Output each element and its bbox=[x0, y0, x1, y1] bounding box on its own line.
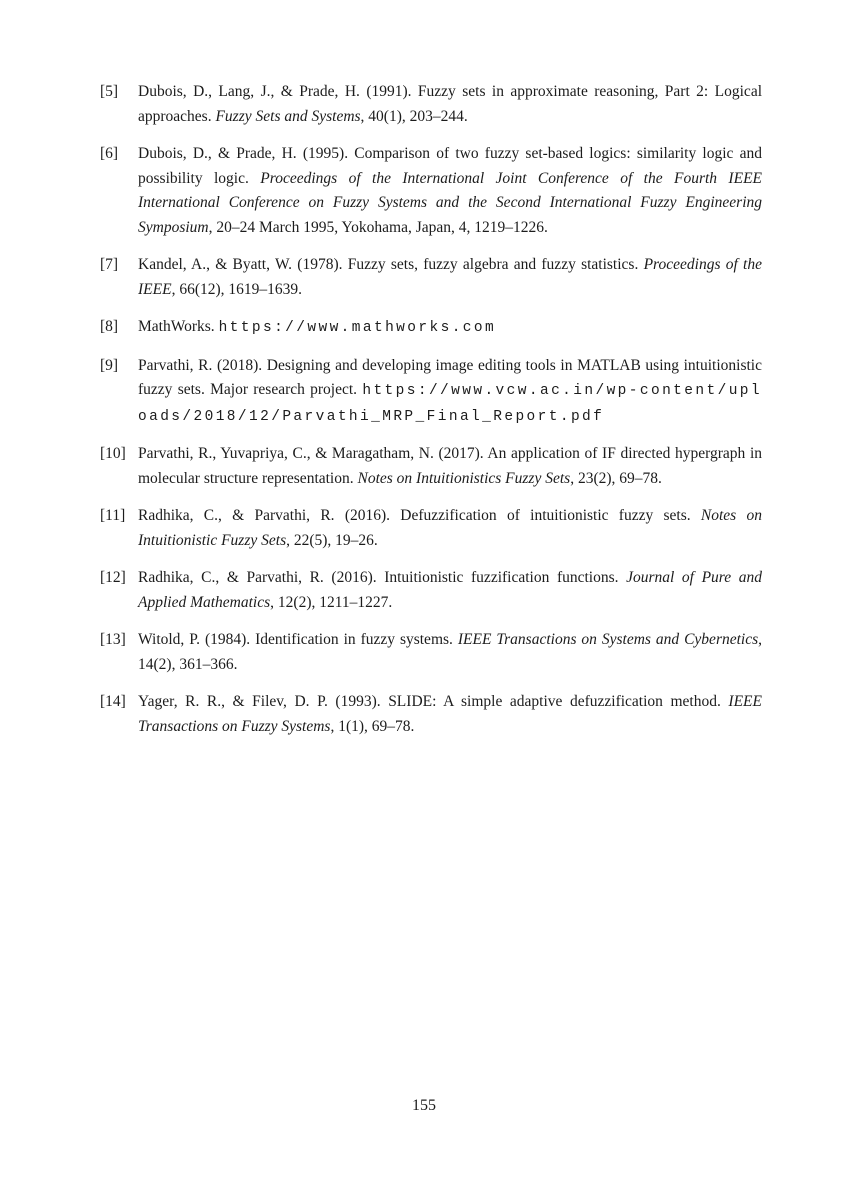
reference-url: https://www.vcw.ac.in/wp-content/uploads/2018/12/Parvathi_MRP_Final_Report.pdf bbox=[138, 383, 762, 425]
reference-text bbox=[138, 628, 762, 677]
reference-label: [7] bbox=[100, 256, 119, 273]
reference-text-segment: Yager, R. R., & Filev, D. P. (1993). SLIDE: A simple adaptive defuzzification method. bbox=[138, 693, 729, 710]
reference-item bbox=[100, 442, 762, 491]
reference-source-title: Notes on Intuitionistic Fuzzy Sets bbox=[138, 507, 762, 549]
reference-item bbox=[100, 566, 762, 615]
reference-text-segment: Parvathi, R., Yuvapriya, C., & Maragatham, N. (2017). An application of IF directed hypergraph in molecular structure representation. bbox=[138, 445, 762, 487]
reference-text-segment: , 40(1), 203–244. bbox=[360, 107, 468, 125]
reference-source-title: Proceedings of the International Joint Conference of the Fourth IEEE International Conference on Fuzzy Systems and the Second International Fuzzy Engineering Symposium bbox=[138, 169, 763, 236]
reference-source-title: IEEE Transactions on Systems and Cybernetics bbox=[457, 631, 759, 648]
reference-text-segment: , 20–24 March 1995, Yokohama, Japan, 4, 1219–1226. bbox=[208, 218, 548, 236]
reference-label: [11] bbox=[100, 507, 126, 524]
reference-label: [12] bbox=[100, 569, 126, 586]
reference-text bbox=[138, 690, 762, 739]
reference-label: [8] bbox=[100, 318, 119, 335]
reference-text-segment: , 66(12), 1619–1639. bbox=[171, 280, 303, 298]
reference-text-segment: Kandel, A., & Byatt, W. (1978). Fuzzy sets, fuzzy algebra and fuzzy statistics. bbox=[138, 256, 644, 273]
reference-text bbox=[138, 253, 762, 302]
reference-label: [9] bbox=[100, 356, 119, 374]
reference-item bbox=[100, 315, 762, 341]
reference-text bbox=[138, 315, 762, 341]
reference-text bbox=[138, 504, 762, 553]
reference-text-segment: , 23(2), 69–78. bbox=[570, 469, 662, 487]
reference-source-title: Fuzzy Sets and Systems bbox=[215, 107, 361, 125]
reference-item bbox=[100, 690, 762, 739]
reference-source-title: Proceedings of the IEEE bbox=[138, 256, 762, 298]
page-number: 155 bbox=[412, 1097, 436, 1114]
reference-url: https://www.mathworks.com bbox=[218, 320, 497, 336]
reference-label: [13] bbox=[100, 631, 126, 648]
reference-text-segment: Parvathi, R. (2018). Designing and developing image editing tools in MATLAB using intuitionistic fuzzy sets. Major research project. bbox=[138, 356, 762, 398]
reference-label: [10] bbox=[100, 445, 126, 462]
reference-text-segment: Dubois, D., & Prade, H. (1995). Comparison of two fuzzy set-based logics: similarity logic and possibility logic. bbox=[138, 145, 762, 187]
reference-text bbox=[138, 566, 762, 615]
reference-item bbox=[100, 142, 762, 240]
reference-label: [14] bbox=[100, 693, 126, 710]
reference-text-segment: Dubois, D., Lang, J., & Prade, H. (1991). Fuzzy sets in approximate reasoning, Part 2: Logical approaches. bbox=[138, 83, 762, 125]
reference-text bbox=[138, 80, 762, 129]
reference-source-title: IEEE Transactions on Fuzzy Systems bbox=[138, 693, 762, 735]
reference-text-segment: Witold, P. (1984). Identification in fuzzy systems. bbox=[138, 631, 458, 648]
reference-text bbox=[138, 354, 762, 430]
reference-source-title: Notes on Intuitionistics Fuzzy Sets bbox=[357, 469, 571, 487]
reference-item bbox=[100, 354, 762, 430]
reference-item bbox=[100, 80, 762, 129]
reference-text-segment: MathWorks. bbox=[138, 318, 219, 335]
reference-text-segment: , 12(2), 1211–1227. bbox=[270, 593, 393, 611]
reference-text-segment: , 22(5), 19–26. bbox=[286, 531, 378, 549]
reference-label: [5] bbox=[100, 83, 119, 100]
reference-text bbox=[138, 442, 762, 491]
reference-list bbox=[100, 80, 762, 752]
reference-source-title: Journal of Pure and Applied Mathematics bbox=[138, 569, 762, 611]
reference-text-segment: , 1(1), 69–78. bbox=[330, 717, 415, 735]
reference-text-segment: Radhika, C., & Parvathi, R. (2016). Intuitionistic fuzzification functions. bbox=[138, 569, 627, 586]
reference-text-segment: , 14(2), 361–366. bbox=[138, 631, 763, 673]
reference-item bbox=[100, 504, 762, 553]
reference-label: [6] bbox=[100, 145, 119, 162]
reference-text-segment: Radhika, C., & Parvathi, R. (2016). Defuzzification of intuitionistic fuzzy sets. bbox=[138, 507, 701, 524]
reference-text bbox=[138, 142, 762, 240]
reference-item bbox=[100, 628, 762, 677]
reference-item bbox=[100, 253, 762, 302]
